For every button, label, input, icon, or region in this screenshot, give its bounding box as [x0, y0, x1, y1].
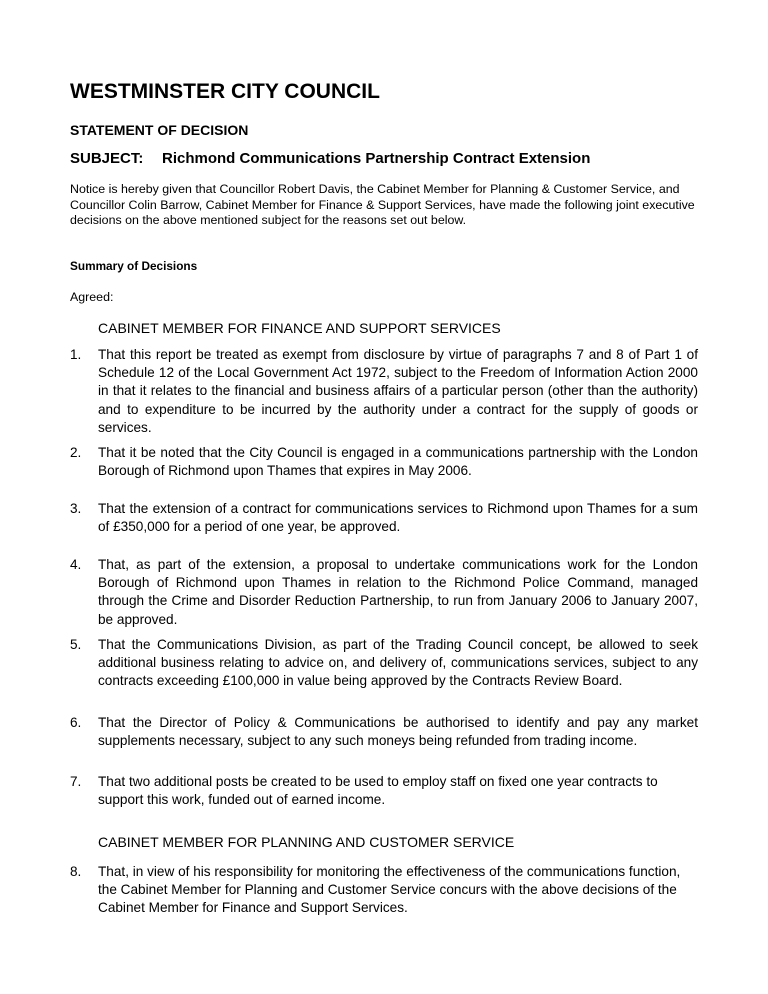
summary-heading: Summary of Decisions — [70, 259, 198, 273]
decision-item-4 — [70, 556, 698, 629]
decision-item-3 — [70, 500, 698, 536]
item-text: That, in view of his responsibility for monitoring the effectiveness of the communications function, the Cabinet Member for Planning and Customer Service concurs with the above decisions of the Cabinet Member for Finance and Support Services. — [98, 864, 681, 916]
subject-text: Richmond Communications Partnership Contract Extension — [162, 150, 591, 167]
item-text: That two additional posts be created to be used to employ staff on fixed one year contracts to support this work, funded out of earned income. — [98, 774, 658, 808]
decision-item-8 — [70, 863, 698, 918]
item-number: 7. — [70, 774, 82, 789]
item-text: That this report be treated as exempt from disclosure by virtue of paragraphs 7 and 8 of Part 1 of Schedule 12 of the Local Government Act 1972, subject to the Freedom of Information Action 2000 in that it relates to the financial and business affairs of a particular person (other than the authority) and to expenditure to be incurred by the authority under a contract for the supply of goods or services. — [98, 347, 698, 435]
item-number: 1. — [70, 347, 82, 362]
item-number: 8. — [70, 864, 82, 879]
section-heading-planning: CABINET MEMBER FOR PLANNING AND CUSTOMER SERVICE — [98, 834, 515, 850]
item-number: 5. — [70, 637, 82, 652]
subject-line — [70, 150, 710, 167]
item-number: 3. — [70, 501, 82, 516]
section-heading-finance: CABINET MEMBER FOR FINANCE AND SUPPORT SERVICES — [98, 320, 501, 336]
decision-item-2 — [70, 444, 698, 480]
notice-paragraph: Notice is hereby given that Councillor Robert Davis, the Cabinet Member for Planning & Customer Service, and Councillor Colin Barrow, Cabinet Member for Finance & Support Services, have made the following joint executive decisions on the above mentioned subject for the reasons set out below. — [70, 182, 695, 227]
subject-label: SUBJECT: — [70, 150, 144, 167]
item-text: That, as part of the extension, a proposal to undertake communications work for the London Borough of Richmond upon Thames in relation to the Richmond Police Command, managed through the Crime and Disorder Reduction Partnership, to run from January 2006 to January 2007, be approved. — [98, 557, 698, 627]
decision-item-5 — [70, 636, 698, 691]
council-title: WESTMINSTER CITY COUNCIL — [70, 80, 380, 103]
item-text: That it be noted that the City Council is engaged in a communications partnership with the London Borough of Richmond upon Thames that expires in May 2006. — [98, 445, 698, 479]
statement-heading: STATEMENT OF DECISION — [70, 122, 249, 138]
agreed-label: Agreed: — [70, 290, 114, 304]
decision-item-7 — [70, 773, 698, 809]
decision-item-1 — [70, 346, 698, 437]
item-text: That the Director of Policy & Communications be authorised to identify and pay any market supplements necessary, subject to any such moneys being refunded from trading income. — [98, 715, 698, 749]
item-text: That the extension of a contract for communications services to Richmond upon Thames for a sum of £350,000 for a period of one year, be approved. — [98, 501, 698, 535]
item-number: 4. — [70, 557, 82, 572]
decision-item-6 — [70, 714, 698, 750]
item-number: 2. — [70, 445, 82, 460]
item-text: That the Communications Division, as part of the Trading Council concept, be allowed to seek additional business relating to advice on, and delivery of, communications services, subject to any contracts exceeding £100,000 in value being approved by the Contracts Review Board. — [98, 637, 698, 689]
item-number: 6. — [70, 715, 82, 730]
